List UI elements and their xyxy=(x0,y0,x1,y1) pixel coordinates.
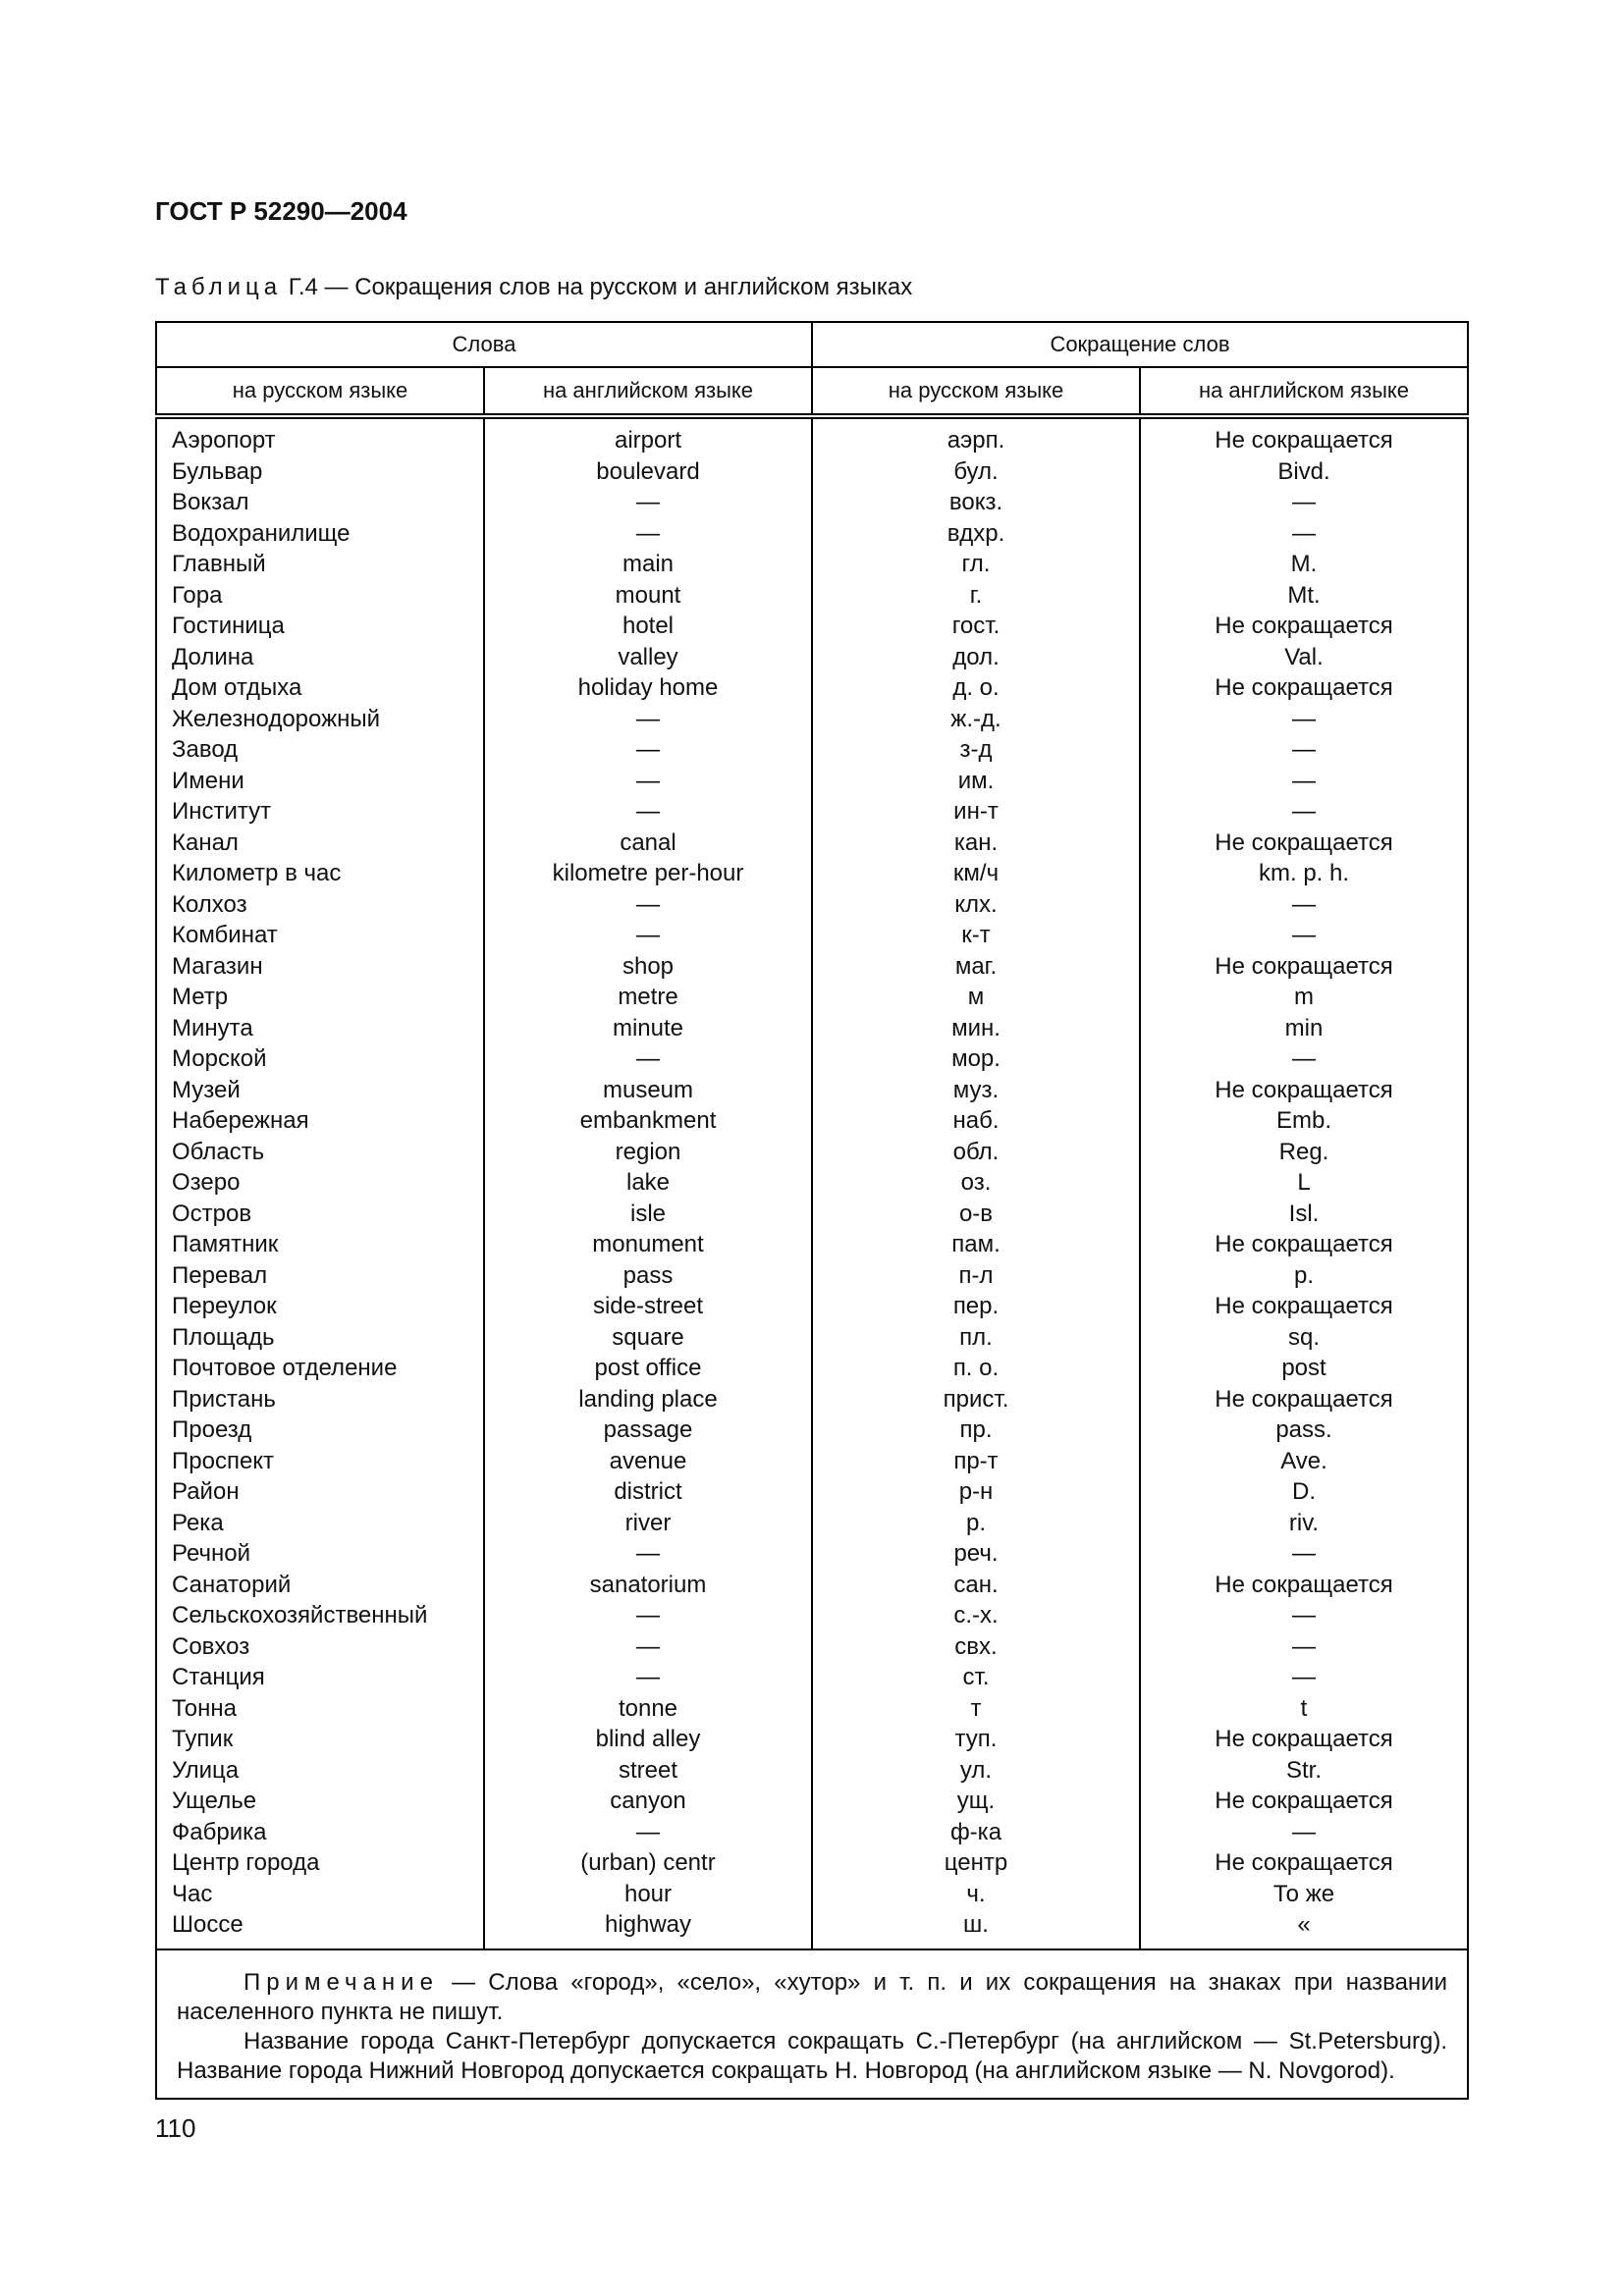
table-cell: Не сокращается xyxy=(1140,1570,1468,1601)
table-row xyxy=(156,1662,1468,1693)
table-cell: — xyxy=(1140,734,1468,766)
table-cell: Str. xyxy=(1140,1755,1468,1787)
table-cell: Isl. xyxy=(1140,1199,1468,1230)
table-cell: Область xyxy=(156,1137,484,1168)
table-caption xyxy=(155,274,912,301)
table-cell: Не сокращается xyxy=(1140,416,1468,456)
table-cell: D. xyxy=(1140,1476,1468,1508)
table-cell: Водохранилище xyxy=(156,518,484,550)
table-cell: mount xyxy=(484,580,812,612)
table-cell: L xyxy=(1140,1167,1468,1199)
table-cell: пр. xyxy=(812,1415,1140,1446)
table-cell: вдхр. xyxy=(812,518,1140,550)
table-body xyxy=(156,416,1468,1949)
table-row xyxy=(156,487,1468,518)
table-cell: Набережная xyxy=(156,1105,484,1137)
table-row xyxy=(156,766,1468,797)
table-cell: ф-ка xyxy=(812,1817,1140,1848)
table-row xyxy=(156,1693,1468,1725)
caption-label: Таблица xyxy=(155,274,283,300)
table-row xyxy=(156,672,1468,704)
table-cell: — xyxy=(1140,1043,1468,1075)
table-row xyxy=(156,1570,1468,1601)
table-cell: — xyxy=(1140,1631,1468,1663)
table-cell: — xyxy=(1140,487,1468,518)
note-line-1: — Слова «город», «село», «хутор» и т. п. и их сокращения на знаках при названии населенного пункта не пишут. xyxy=(177,1968,1447,2025)
table-cell: з-д xyxy=(812,734,1140,766)
table-cell: Не сокращается xyxy=(1140,611,1468,642)
table-cell: minute xyxy=(484,1013,812,1044)
table-cell: Не сокращается xyxy=(1140,951,1468,983)
group-header-abbreviations: Сокращение слов xyxy=(812,322,1468,367)
table-cell: m xyxy=(1140,982,1468,1013)
table-cell: Шоссе xyxy=(156,1909,484,1949)
table-cell: valley xyxy=(484,642,812,673)
table-cell: ст. xyxy=(812,1662,1140,1693)
note-label: Примечание xyxy=(243,1968,439,1996)
page-number: 110 xyxy=(155,2113,196,2143)
table-cell: прист. xyxy=(812,1384,1140,1415)
table-cell: реч. xyxy=(812,1538,1140,1570)
table-row xyxy=(156,982,1468,1013)
table-cell: pass xyxy=(484,1260,812,1292)
table-cell: Минута xyxy=(156,1013,484,1044)
table-row xyxy=(156,704,1468,735)
table-cell: Река xyxy=(156,1508,484,1539)
table-cell: Гостиница xyxy=(156,611,484,642)
table-cell: avenue xyxy=(484,1446,812,1477)
table-cell: — xyxy=(484,766,812,797)
table-cell: Километр в час xyxy=(156,858,484,889)
table-row xyxy=(156,1260,1468,1292)
table-cell: landing place xyxy=(484,1384,812,1415)
table-cell: Морской xyxy=(156,1043,484,1075)
table-row xyxy=(156,828,1468,859)
table-row xyxy=(156,1631,1468,1663)
table-cell: — xyxy=(1140,1600,1468,1631)
table-cell: Музей xyxy=(156,1075,484,1106)
table-cell: Перевал xyxy=(156,1260,484,1292)
table-cell: airport xyxy=(484,416,812,456)
table-cell: M. xyxy=(1140,549,1468,580)
table-cell: р-н xyxy=(812,1476,1140,1508)
table-cell: boulevard xyxy=(484,456,812,488)
table-row xyxy=(156,920,1468,951)
table-cell: « xyxy=(1140,1909,1468,1949)
table-cell: туп. xyxy=(812,1724,1140,1755)
table-row xyxy=(156,1538,1468,1570)
table-row xyxy=(156,1291,1468,1322)
table-row xyxy=(156,1817,1468,1848)
table-cell: kilometre per-hour xyxy=(484,858,812,889)
table-cell: tonne xyxy=(484,1693,812,1725)
table-cell: Bivd. xyxy=(1140,456,1468,488)
table-row xyxy=(156,1415,1468,1446)
table-cell: Совхоз xyxy=(156,1631,484,1663)
table-cell: Гора xyxy=(156,580,484,612)
table-cell: — xyxy=(1140,704,1468,735)
table-cell: holiday home xyxy=(484,672,812,704)
table-cell: Имени xyxy=(156,766,484,797)
table-cell: с.-х. xyxy=(812,1600,1140,1631)
table-cell: гост. xyxy=(812,611,1140,642)
table-cell: — xyxy=(1140,889,1468,921)
table-cell: — xyxy=(484,487,812,518)
table-cell: клх. xyxy=(812,889,1140,921)
table-cell: pass. xyxy=(1140,1415,1468,1446)
table-cell: ущ. xyxy=(812,1786,1140,1817)
table-cell: square xyxy=(484,1322,812,1354)
table-cell: ин-т xyxy=(812,796,1140,828)
table-cell: Станция xyxy=(156,1662,484,1693)
table-cell: вокз. xyxy=(812,487,1140,518)
table-cell: — xyxy=(1140,518,1468,550)
table-row xyxy=(156,1353,1468,1384)
table-cell: post xyxy=(1140,1353,1468,1384)
table-cell: пам. xyxy=(812,1229,1140,1260)
table-cell: Сельскохозяйственный xyxy=(156,1600,484,1631)
caption-text: Г.4 — Сокращения слов на русском и английском языках xyxy=(288,274,913,300)
table-cell: Почтовое отделение xyxy=(156,1353,484,1384)
table-cell: isle xyxy=(484,1199,812,1230)
table-cell: embankment xyxy=(484,1105,812,1137)
table-cell: Не сокращается xyxy=(1140,1724,1468,1755)
table-cell: (urban) centr xyxy=(484,1847,812,1879)
table-cell: river xyxy=(484,1508,812,1539)
table-cell: пер. xyxy=(812,1291,1140,1322)
table-cell: км/ч xyxy=(812,858,1140,889)
table-row xyxy=(156,734,1468,766)
table-cell: main xyxy=(484,549,812,580)
table-cell: пл. xyxy=(812,1322,1140,1354)
table-cell: Завод xyxy=(156,734,484,766)
table-cell: Не сокращается xyxy=(1140,672,1468,704)
table-row xyxy=(156,1137,1468,1168)
table-cell: п. о. xyxy=(812,1353,1140,1384)
table-row xyxy=(156,858,1468,889)
table-cell: Озеро xyxy=(156,1167,484,1199)
table-cell: canyon xyxy=(484,1786,812,1817)
table-cell: То же xyxy=(1140,1879,1468,1910)
table-cell: metre xyxy=(484,982,812,1013)
table-cell: Не сокращается xyxy=(1140,828,1468,859)
subheader-words-english: на английском языке xyxy=(484,367,812,416)
table-cell: д. о. xyxy=(812,672,1140,704)
table-cell: р. xyxy=(812,1508,1140,1539)
table-cell: мин. xyxy=(812,1013,1140,1044)
table-cell: blind alley xyxy=(484,1724,812,1755)
table-cell: Фабрика xyxy=(156,1817,484,1848)
subheader-abbr-russian: на русском языке xyxy=(812,367,1140,416)
table-cell: муз. xyxy=(812,1075,1140,1106)
table-row xyxy=(156,889,1468,921)
abbreviations-table xyxy=(155,321,1469,2100)
table-row xyxy=(156,1724,1468,1755)
table-cell: canal xyxy=(484,828,812,859)
table-cell: sq. xyxy=(1140,1322,1468,1354)
table-cell: — xyxy=(1140,920,1468,951)
table-cell: аэрп. xyxy=(812,416,1140,456)
table-cell: — xyxy=(484,518,812,550)
table-cell: Пристань xyxy=(156,1384,484,1415)
table-cell: Не сокращается xyxy=(1140,1229,1468,1260)
table-cell: Улица xyxy=(156,1755,484,1787)
table-cell: Вокзал xyxy=(156,487,484,518)
table-cell: Санаторий xyxy=(156,1570,484,1601)
table-cell: — xyxy=(1140,1817,1468,1848)
table-cell: мор. xyxy=(812,1043,1140,1075)
table-cell: hour xyxy=(484,1879,812,1910)
table-cell: п-л xyxy=(812,1260,1140,1292)
table-cell: пр-т xyxy=(812,1446,1140,1477)
table-cell: km. p. h. xyxy=(1140,858,1468,889)
table-cell: — xyxy=(484,1043,812,1075)
table-row xyxy=(156,1508,1468,1539)
table-row xyxy=(156,456,1468,488)
table-cell: ч. xyxy=(812,1879,1140,1910)
table-cell: shop xyxy=(484,951,812,983)
table-cell: ш. xyxy=(812,1909,1140,1949)
table-cell: highway xyxy=(484,1909,812,1949)
table-note xyxy=(156,1949,1468,2099)
table-cell: post office xyxy=(484,1353,812,1384)
table-cell: Проспект xyxy=(156,1446,484,1477)
table-cell: обл. xyxy=(812,1137,1140,1168)
table-row xyxy=(156,1786,1468,1817)
table-cell: Долина xyxy=(156,642,484,673)
table-row xyxy=(156,1847,1468,1879)
table-cell: маг. xyxy=(812,951,1140,983)
table-cell: Площадь xyxy=(156,1322,484,1354)
table-cell: — xyxy=(484,1538,812,1570)
table-cell: — xyxy=(484,1817,812,1848)
table-row xyxy=(156,1476,1468,1508)
table-cell: Не сокращается xyxy=(1140,1291,1468,1322)
table-cell: — xyxy=(484,796,812,828)
table-cell: sanatorium xyxy=(484,1570,812,1601)
table-cell: monument xyxy=(484,1229,812,1260)
table-cell: lake xyxy=(484,1167,812,1199)
table-cell: Колхоз xyxy=(156,889,484,921)
table-cell: — xyxy=(484,1600,812,1631)
table-cell: Час xyxy=(156,1879,484,1910)
table-cell: hotel xyxy=(484,611,812,642)
table-cell: — xyxy=(484,920,812,951)
table-cell: Ущелье xyxy=(156,1786,484,1817)
table-row xyxy=(156,611,1468,642)
table-cell: к-т xyxy=(812,920,1140,951)
table-cell: — xyxy=(484,734,812,766)
table-cell: region xyxy=(484,1137,812,1168)
table-cell: Ave. xyxy=(1140,1446,1468,1477)
table-cell: т xyxy=(812,1693,1140,1725)
table-cell: ул. xyxy=(812,1755,1140,1787)
table-cell: Памятник xyxy=(156,1229,484,1260)
table-cell: — xyxy=(484,704,812,735)
table-cell: Канал xyxy=(156,828,484,859)
table-cell: min xyxy=(1140,1013,1468,1044)
table-row xyxy=(156,1229,1468,1260)
table-cell: Mt. xyxy=(1140,580,1468,612)
table-row xyxy=(156,549,1468,580)
table-cell: г. xyxy=(812,580,1140,612)
table-cell: Главный xyxy=(156,549,484,580)
table-cell: Остров xyxy=(156,1199,484,1230)
table-cell: Аэропорт xyxy=(156,416,484,456)
table-cell: Переулок xyxy=(156,1291,484,1322)
table-cell: side-street xyxy=(484,1291,812,1322)
table-cell: свх. xyxy=(812,1631,1140,1663)
table-cell: Тонна xyxy=(156,1693,484,1725)
table-cell: ж.-д. xyxy=(812,704,1140,735)
table-cell: Метр xyxy=(156,982,484,1013)
table-cell: о-в xyxy=(812,1199,1140,1230)
table-row xyxy=(156,1075,1468,1106)
subheader-abbr-english: на английском языке xyxy=(1140,367,1468,416)
table-cell: p. xyxy=(1140,1260,1468,1292)
table-cell: — xyxy=(1140,1662,1468,1693)
table-cell: — xyxy=(484,1631,812,1663)
table-row xyxy=(156,951,1468,983)
table-cell: riv. xyxy=(1140,1508,1468,1539)
table-cell: t xyxy=(1140,1693,1468,1725)
table-cell: Институт xyxy=(156,796,484,828)
table-cell: street xyxy=(484,1755,812,1787)
table-row xyxy=(156,1446,1468,1477)
table-row xyxy=(156,1105,1468,1137)
table-cell: Не сокращается xyxy=(1140,1847,1468,1879)
table-cell: Не сокращается xyxy=(1140,1075,1468,1106)
document-header: ГОСТ Р 52290—2004 xyxy=(155,196,407,226)
table-row xyxy=(156,1909,1468,1949)
note-line-2: Название города Санкт-Петербург допускается сокращать С.-Петербург (на английском — St.Petersburg). Название города Нижний Новгород допускается сокращать Н. Новгород (на английском языке — N. Novgorod). xyxy=(177,2027,1447,2084)
table-cell: Не сокращается xyxy=(1140,1786,1468,1817)
table-cell: — xyxy=(484,889,812,921)
table-cell: Reg. xyxy=(1140,1137,1468,1168)
table-row xyxy=(156,1013,1468,1044)
table-cell: Тупик xyxy=(156,1724,484,1755)
table-cell: кан. xyxy=(812,828,1140,859)
table-cell: Центр города xyxy=(156,1847,484,1879)
table-cell: district xyxy=(484,1476,812,1508)
table-row xyxy=(156,416,1468,456)
table-row xyxy=(156,1199,1468,1230)
subheader-words-russian: на русском языке xyxy=(156,367,484,416)
table-cell: центр xyxy=(812,1847,1140,1879)
table-cell: Магазин xyxy=(156,951,484,983)
table-cell: Дом отдыха xyxy=(156,672,484,704)
table-row xyxy=(156,518,1468,550)
table-cell: Бульвар xyxy=(156,456,484,488)
table-row xyxy=(156,1600,1468,1631)
table-cell: museum xyxy=(484,1075,812,1106)
table-cell: дол. xyxy=(812,642,1140,673)
table-cell: Emb. xyxy=(1140,1105,1468,1137)
table-cell: им. xyxy=(812,766,1140,797)
table-row xyxy=(156,1322,1468,1354)
table-cell: Район xyxy=(156,1476,484,1508)
table-row xyxy=(156,796,1468,828)
table-cell: Комбинат xyxy=(156,920,484,951)
table-cell: — xyxy=(1140,766,1468,797)
table-cell: гл. xyxy=(812,549,1140,580)
table-row xyxy=(156,642,1468,673)
table-cell: бул. xyxy=(812,456,1140,488)
table-row xyxy=(156,1043,1468,1075)
table-row xyxy=(156,1879,1468,1910)
table-row xyxy=(156,580,1468,612)
table-cell: — xyxy=(1140,796,1468,828)
table-cell: м xyxy=(812,982,1140,1013)
table-row xyxy=(156,1167,1468,1199)
table-cell: оз. xyxy=(812,1167,1140,1199)
table-cell: — xyxy=(484,1662,812,1693)
table-cell: Не сокращается xyxy=(1140,1384,1468,1415)
table-row xyxy=(156,1384,1468,1415)
table-cell: наб. xyxy=(812,1105,1140,1137)
table-row xyxy=(156,1755,1468,1787)
table-cell: сан. xyxy=(812,1570,1140,1601)
table-cell: — xyxy=(1140,1538,1468,1570)
table-cell: Речной xyxy=(156,1538,484,1570)
table-cell: Val. xyxy=(1140,642,1468,673)
table-cell: passage xyxy=(484,1415,812,1446)
group-header-words: Слова xyxy=(156,322,812,367)
table-cell: Железнодорожный xyxy=(156,704,484,735)
table-cell: Проезд xyxy=(156,1415,484,1446)
